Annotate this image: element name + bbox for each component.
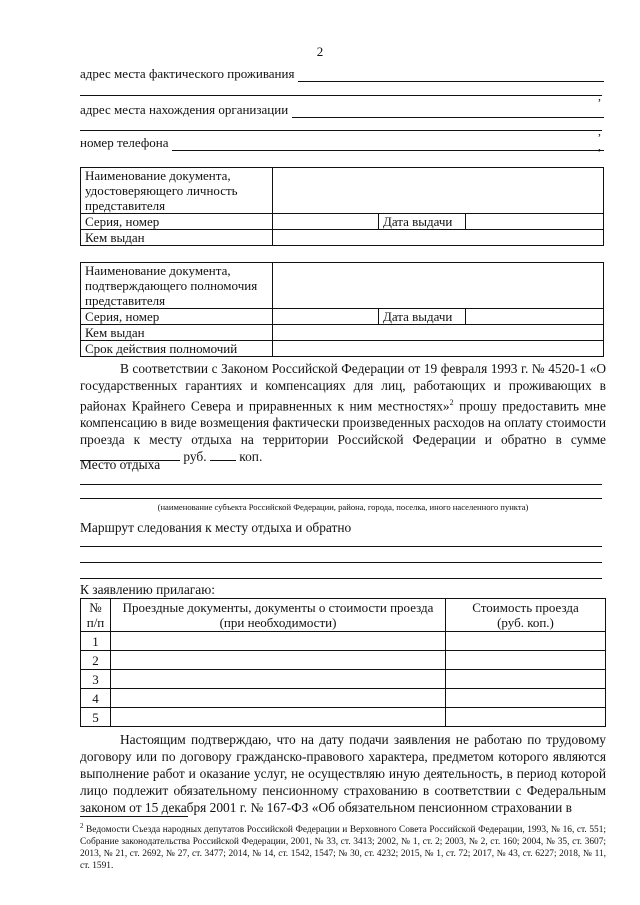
row-docs-cell[interactable] (111, 689, 446, 708)
row-number: 2 (81, 651, 111, 670)
col-number-header-line2: п/п (86, 615, 105, 630)
col-docs-header (111, 599, 446, 632)
footnote-separator (80, 816, 188, 817)
rest-place-line-2[interactable] (80, 498, 602, 499)
identity-doc-series-label: Серия, номер (81, 214, 273, 230)
col-docs-header-line1: Проездные документы, документы о стоимости проезда (122, 600, 434, 615)
table-row (81, 632, 606, 651)
authority-doc-date-label: Дата выдачи (379, 309, 466, 325)
attachments-table (80, 598, 606, 727)
row-docs-cell[interactable] (111, 632, 446, 651)
confirm-paragraph (80, 731, 606, 816)
identity-doc-name-label: Наименование документа, удостоверяющего личность представителя (81, 168, 273, 214)
authority-doc-name-input[interactable] (273, 263, 604, 309)
field-address-org-continuation[interactable] (80, 130, 602, 131)
identity-doc-series-input[interactable] (273, 214, 379, 230)
field-address-org-input[interactable] (292, 105, 604, 118)
amount-kop-input[interactable] (210, 448, 236, 461)
table-row (81, 670, 606, 689)
route-line-1[interactable] (80, 546, 602, 547)
footnote-mark: 2 (80, 822, 84, 830)
identity-doc-issued-by-input[interactable] (273, 230, 604, 246)
row-docs-cell[interactable] (111, 651, 446, 670)
identity-doc-date-input[interactable] (466, 214, 604, 230)
col-cost-header-line1: Стоимость проезда (472, 600, 579, 615)
col-docs-header-line2: (при необходимости) (219, 615, 337, 630)
row-number: 4 (81, 689, 111, 708)
row-number: 1 (81, 632, 111, 651)
row-number: 3 (81, 670, 111, 689)
footnote-ref: 2 (449, 398, 454, 407)
field-address-actual-label: адрес места фактического проживания (80, 66, 295, 81)
field-phone-input[interactable] (172, 138, 604, 151)
row-docs-cell[interactable] (111, 708, 446, 727)
request-paragraph (80, 360, 606, 465)
rest-place-label: Место отдыха (80, 457, 161, 472)
identity-doc-table (80, 167, 604, 246)
request-text-cont: прошу предоставить мне компенсацию в виде возмещения фактически произведенных расходов на оплату стоимости проезда к месту отдыха на территории Российской Федерации и обратно в сумме (80, 398, 606, 448)
field-phone (80, 135, 604, 151)
kop-label: коп. (239, 449, 263, 465)
comma: , (598, 124, 601, 138)
col-cost-header-line2: (руб. коп.) (497, 615, 554, 630)
col-cost-header (446, 599, 606, 632)
route-line-3[interactable] (80, 578, 602, 579)
row-cost-cell[interactable] (446, 708, 606, 727)
attachments-label: К заявлению прилагаю: (80, 582, 215, 597)
authority-doc-series-label: Серия, номер (81, 309, 273, 325)
authority-doc-table (80, 262, 604, 357)
route-line-2[interactable] (80, 562, 602, 563)
route-label: Маршрут следования к месту отдыха и обратно (80, 520, 352, 535)
authority-doc-validity-input[interactable] (273, 341, 604, 357)
identity-doc-date-label: Дата выдачи (379, 214, 466, 230)
row-docs-cell[interactable] (111, 670, 446, 689)
col-number-header-line1: № (89, 600, 102, 615)
authority-doc-date-input[interactable] (466, 309, 604, 325)
rest-place-caption: (наименование субъекта Российской Федерации, района, города, поселка, иного населенного пункта) (157, 502, 529, 512)
request-text-main: В соответствии с Законом Российской Федерации от 19 февраля 1993 г. № 4520-1 «О государственных гарантиях и компенсациях для лиц, работающих и проживающих в районах Крайнего Севера и приравненных к ним местностях» (80, 361, 606, 414)
comma: , (598, 139, 601, 153)
row-cost-cell[interactable] (446, 632, 606, 651)
table-row (81, 689, 606, 708)
col-number-header (81, 599, 111, 632)
rest-place-line-1[interactable] (80, 484, 602, 485)
table-row (81, 651, 606, 670)
authority-doc-issued-by-input[interactable] (273, 325, 604, 341)
field-address-org-label: адрес места нахождения организации (80, 102, 289, 117)
field-address-actual-continuation[interactable] (80, 95, 602, 96)
authority-doc-issued-by-label: Кем выдан (81, 325, 273, 341)
confirm-text: Настоящим подтверждаю, что на дату подачи заявления не работаю по трудовому договору или по договору гражданско-правового характера, предметом которого являются выполнение работ и оказание услуг, не осуществляю иную деятельность, в период которой лицо подлежит обязательному пенсионному страхованию в соответствии с Федеральным законом от 15 декабря 2001 г. № 167-ФЗ «Об обязательном пенсионном страховании в (80, 732, 606, 815)
table-row (81, 708, 606, 727)
field-address-actual (80, 66, 604, 82)
comma: , (598, 89, 601, 103)
footnote-text: Ведомости Съезда народных депутатов Российской Федерации и Верховного Совета Российской Федерации, 1993, № 16, ст. 551; Собрание законодательства Российской Федерации, 2001, № 33, ст. 3413; 2002, № 1, ст. 2; 2003, № 2, ст. 160; 2004, № 35, ст. 3607; 2013, № 21, ст. 2692, № 27, ст. 3477; 2014, № 14, ст. 1542, 1547; № 30, ст. 4232; 2015, № 1, ст. 72; 2017, № 43, ст. 6227; 2018, № 11, ст. 1591. (80, 825, 606, 872)
rub-label: руб. (183, 449, 207, 465)
row-cost-cell[interactable] (446, 651, 606, 670)
page-number: 2 (316, 44, 324, 59)
identity-doc-issued-by-label: Кем выдан (81, 230, 273, 246)
field-address-org (80, 102, 604, 118)
field-phone-label: номер телефона (80, 135, 169, 150)
footnote (80, 820, 606, 872)
authority-doc-name-label: Наименование документа, подтверждающего полномочия представителя (81, 263, 273, 309)
row-number: 5 (81, 708, 111, 727)
row-cost-cell[interactable] (446, 689, 606, 708)
row-cost-cell[interactable] (446, 670, 606, 689)
authority-doc-series-input[interactable] (273, 309, 379, 325)
field-address-actual-input[interactable] (298, 69, 604, 82)
authority-doc-validity-label: Срок действия полномочий (81, 341, 273, 357)
identity-doc-name-input[interactable] (273, 168, 604, 214)
